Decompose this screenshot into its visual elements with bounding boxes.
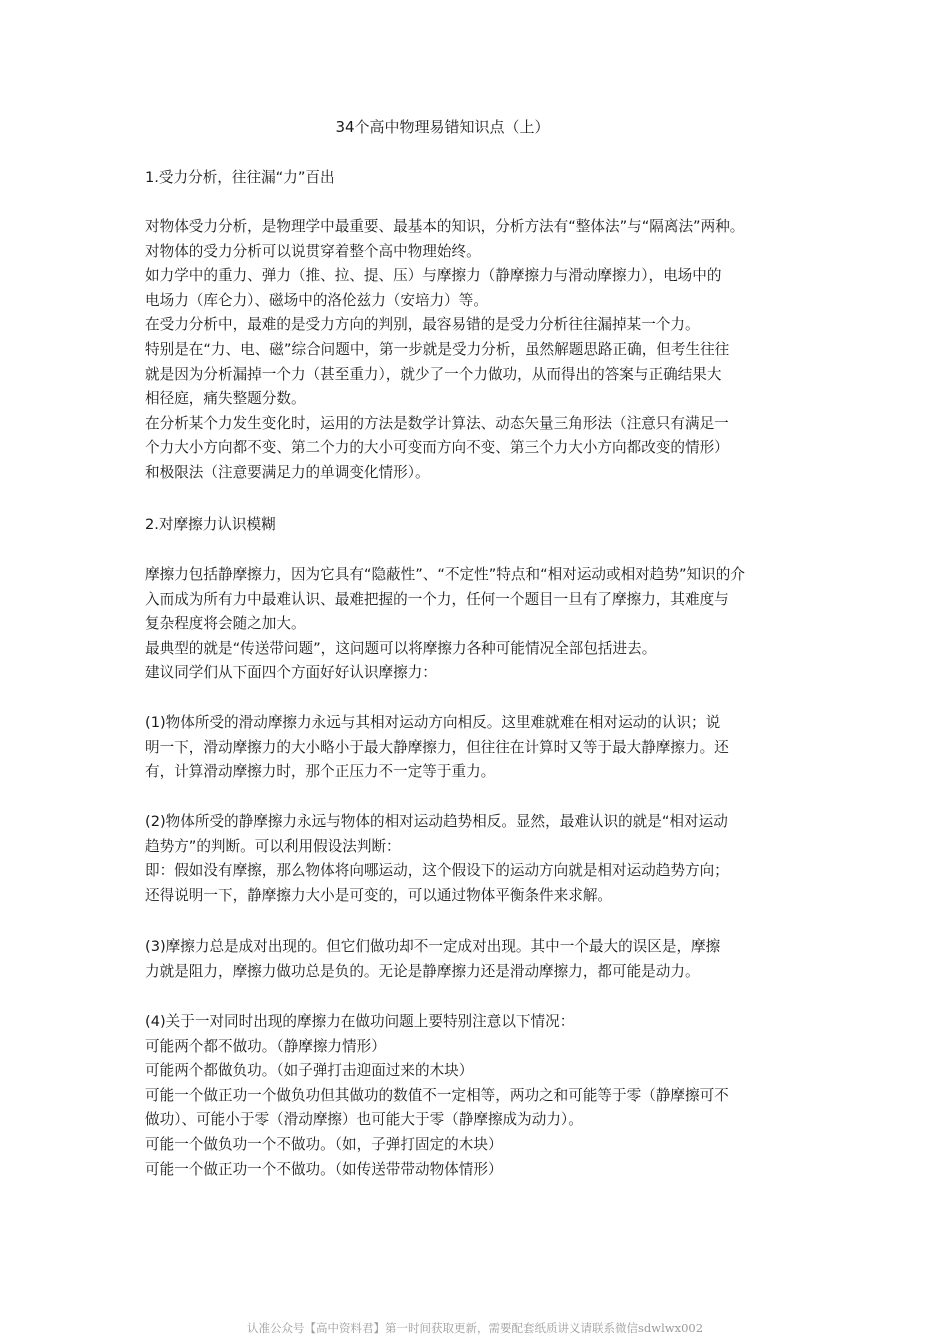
text-line: 复杂程度将会随之加大。 [145, 615, 306, 633]
text-line: (2)物体所受的静摩擦力永远与物体的相对运动趋势相反。显然，最难认识的就是“相对运动 [145, 813, 728, 830]
text-line: (4)关于一对同时出现的摩擦力在做功问题上要特别注意以下情况： [145, 1013, 575, 1030]
text-line: 对物体受力分析，是物理学中最重要、最基本的知识，分析方法有“整体法”与“隔离法”两种。 [145, 218, 745, 235]
text-line: 趋势方”的判断。可以利用假设法判断： [145, 837, 401, 855]
footer-watermark-text: 认准公众号【高中资料君】第一时间获取更新，需要配套纸质讲义请联系微信sdwlwx002 [246, 1321, 704, 1335]
text-line: 个力大小方向都不变、第二个力的大小可变而方向不变、第三个力大小方向都改变的情形） [145, 439, 729, 457]
section-1-body [145, 215, 744, 486]
section-2-point-1 [145, 711, 729, 785]
heading-text: 2.对摩擦力认识模糊 [145, 516, 276, 533]
section-2-point-4 [145, 1010, 729, 1182]
text-line: 还得说明一下，静摩擦力大小是可变的，可以通过物体平衡条件来求解。 [145, 886, 613, 904]
text-line: 可能一个做正功一个不做功。（如传送带带动物体情形） [145, 1160, 503, 1178]
text-line: 如力学中的重力、弹力（推、拉、提、压）与摩擦力（静摩擦力与滑动摩擦力），电场中的 [145, 267, 722, 285]
text-line: 可能两个都不做功。（静摩擦力情形） [145, 1037, 386, 1055]
section-2-heading [145, 513, 276, 538]
text-line: 摩擦力包括静摩擦力，因为它具有“隐蔽性”、“不定性”特点和“相对运动或相对趋势”知识的介 [145, 566, 745, 583]
text-line: 即：假如没有摩擦，那么物体将向哪运动，这个假设下的运动方向就是相对运动趋势方向； [145, 862, 729, 880]
section-2-intro [145, 563, 745, 686]
section-2-point-2 [145, 810, 729, 908]
text-line: 电场力（库仑力）、磁场中的洛伦兹力（安培力）等。 [145, 291, 488, 309]
text-line: 入而成为所有力中最难认识、最难把握的一个力，任何一个题目一旦有了摩擦力，其难度与 [145, 590, 729, 608]
text-line: 对物体的受力分析可以说贯穿着整个高中物理始终。 [145, 242, 481, 260]
text-line: 在分析某个力发生变化时，运用的方法是数学计算法、动态矢量三角形法（注意只有满足一 [145, 414, 729, 432]
text-line: 相径庭，痛失整题分数。 [145, 390, 306, 408]
text-line: 明一下，滑动摩擦力的大小略小于最大静摩擦力，但往往在计算时又等于最大静摩擦力。还 [145, 738, 729, 756]
text-line: 特别是在“力、电、磁”综合问题中，第一步就是受力分析，虽然解题思路正确，但考生往往 [145, 340, 730, 358]
text-line: 最典型的就是“传送带问题”，这问题可以将摩擦力各种可能情况全部包括进去。 [145, 639, 657, 657]
text-line: 有，计算滑动摩擦力时，那个正压力不一定等于重力。 [145, 763, 496, 781]
section-1-heading [145, 166, 335, 191]
heading-text: 1.受力分析，往往漏“力”百出 [145, 169, 335, 186]
text-line: 可能一个做负功一个不做功。（如，子弹打固定的木块） [145, 1135, 503, 1153]
text-line: 就是因为分析漏掉一个力（甚至重力），就少了一个力做功，从而得出的答案与正确结果大 [145, 365, 722, 383]
text-line: 做功）、可能小于零（滑动摩擦）也可能大于零（静摩擦成为动力）。 [145, 1111, 583, 1129]
text-line: 在受力分析中，最难的是受力方向的判别，最容易错的是受力分析往往漏掉某一个力。 [145, 316, 700, 334]
text-line: (1)物体所受的滑动摩擦力永远与其相对运动方向相反。这里难就难在相对运动的认识；说 [145, 714, 721, 731]
text-line: 可能一个做正功一个做负功但其做功的数值不一定相等，两功之和可能等于零（静摩擦可不 [145, 1086, 729, 1104]
text-line: 力就是阻力，摩擦力做功总是负的。无论是静摩擦力还是滑动摩擦力，都可能是动力。 [145, 962, 700, 980]
page-title: 34个高中物理易错知识点（上） [335, 118, 550, 136]
text-line: 建议同学们从下面四个方面好好认识摩擦力： [145, 664, 437, 682]
text-line: 和极限法（注意要满足力的单调变化情形）。 [145, 463, 430, 481]
text-line: 可能两个都做负功。（如子弹打击迎面过来的木块） [145, 1062, 474, 1080]
section-2-point-3 [145, 935, 720, 984]
text-line: (3)摩擦力总是成对出现的。但它们做功却不一定成对出现。其中一个最大的误区是，摩擦 [145, 938, 721, 955]
